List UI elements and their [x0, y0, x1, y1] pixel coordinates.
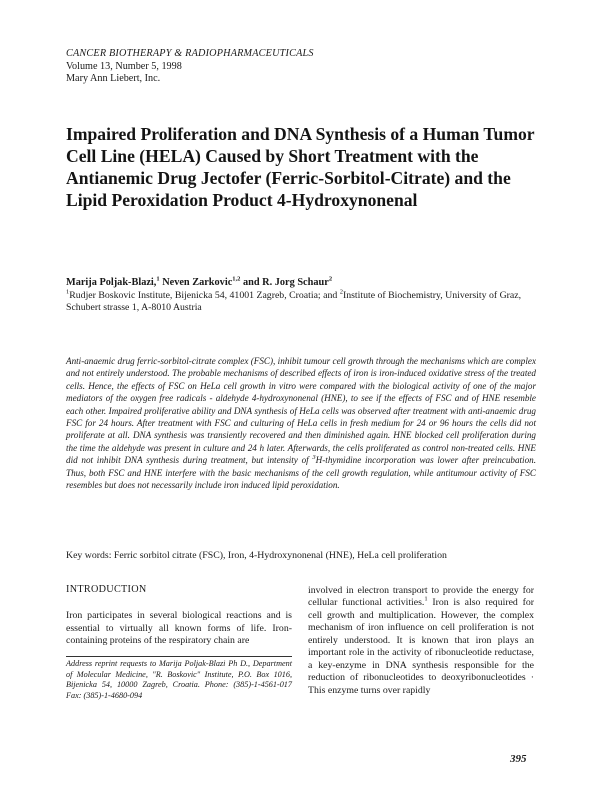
article-title: Impaired Proliferation and DNA Synthesis of a Human Tumor Cell Line (HELA) Caused by Short Treatment with the Antianemic Drug Jectofer (Ferric-Sorbitol-Citrate) and the Lipid Peroxidation Product 4-Hydroxynonenal: [66, 124, 535, 210]
keywords-text: Ferric sorbitol citrate (FSC), Iron, 4-Hydroxynonenal (HNE), HeLa cell proliferation: [113, 550, 447, 561]
journal-volume: Volume 13, Number 5, 1998: [66, 60, 182, 72]
affiliation-mark: 2: [339, 288, 343, 296]
isotope-superscript: 3: [312, 454, 316, 462]
journal-publisher: Mary Ann Liebert, Inc.: [66, 73, 161, 84]
author-name: Marija Poljak-Blazi,: [66, 277, 157, 288]
section-heading-introduction: INTRODUCTION: [66, 584, 147, 595]
intro-right-column: [308, 585, 534, 697]
journal-title: CANCER BIOTHERAPY & RADIOPHARMACEUTICALS: [66, 48, 314, 59]
author-affiliation-mark: 2: [328, 275, 333, 283]
author-affiliation-mark: 1,2: [232, 275, 241, 283]
correspondence-footnote: Address reprint requests to Marija Poljak-Blazi Ph D., Department of Molecular Medicine, "R. Boskovic" Institute, P.O. Box 1016, Bijenicka 54, 10000 Zagreb, Croatia. Phone: (385)-1-4561-017 Fax: (385)-1-4680-094: [66, 659, 292, 700]
intro-left-column: Iron participates in several biological reactions and is essential to virtually all known forms of life. Iron-containing proteins of the respiratory chain are: [66, 610, 292, 646]
author-name: Neven Zarkovic: [159, 277, 233, 288]
journal-header: [66, 48, 526, 86]
keywords-label: Key words:: [66, 550, 114, 561]
footnote-divider: [66, 656, 292, 657]
page-number: 395: [510, 753, 527, 765]
author-list: [66, 277, 536, 288]
author-name: and R. Jorg Schaur: [240, 277, 329, 288]
abstract-text: H-thymidine incorporation was lower after preincubation. Thus, both FSC and HNE interfere with the basic mechanisms of the cell growth regulation, while antitumour activity of FSC resembles but does not necessarily include iron induced lipid peroxidation.: [66, 455, 536, 491]
affiliation-text: Rudjer Boskovic Institute, Bijenicka 54, 41001 Zagreb, Croatia; and: [69, 290, 340, 301]
abstract-text: Anti-anaemic drug ferric-sorbitol-citrate complex (FSC), inhibit tumour cell growth through the mechanisms which are complex and not entirely understood. The probable mechanisms of described effects of iron is iron-induced oxidative stress of the treated cells. Hence, the effects of FSC on HeLa cell growth in vitro were compared with the biological activity of one of the major mediators of the oxygen free radicals - aldehyde 4-hydroxynonenal (HNE), to see if the effects of FSC and of HNE resemble each other. Impaired proliferative ability and DNA synthesis of HeLa cells was observed after treatment with anti-anaemic drug FSC for 24 hours. After treatment with FSC and culturing of HeLa cells in fresh medium for 24 or 96 hours the cells did not proliferate at all. DNA synthesis was transiently recovered and then diminished again. HNE blocked cell proliferation during the time the aldehyde was present in culture and 24 h later. Afterwards, the cells proliferated as control non-treated cells. HNE did not inhibit DNA synthesis during treatment, but intensity of: [66, 356, 536, 466]
keywords: [66, 550, 536, 561]
affiliation-mark: 1: [66, 288, 70, 296]
reference-mark: 1: [424, 596, 428, 604]
abstract: [66, 355, 536, 491]
affiliation-text: Institute of Biochemistry, University of Graz, Schubert strasse 1, A-8010 Austria: [66, 290, 522, 314]
affiliations: [66, 290, 536, 315]
author-affiliation-mark: 1: [156, 275, 160, 283]
intro-text: Iron is also required for cell growth and multiplication. However, the complex mechanism of iron influence on cell proliferation is not entirely understood. It is known that iron plays an important role in the activity of ribonucleotide reductase, a key-enzyme in DNA synthesis responsible for the reduction of ribonucleotides to deoxyribonucleotides · This enzyme turns over rapidly: [308, 597, 534, 696]
intro-text: involved in electron transport to provide the energy for cellular functional activities.: [308, 585, 534, 609]
